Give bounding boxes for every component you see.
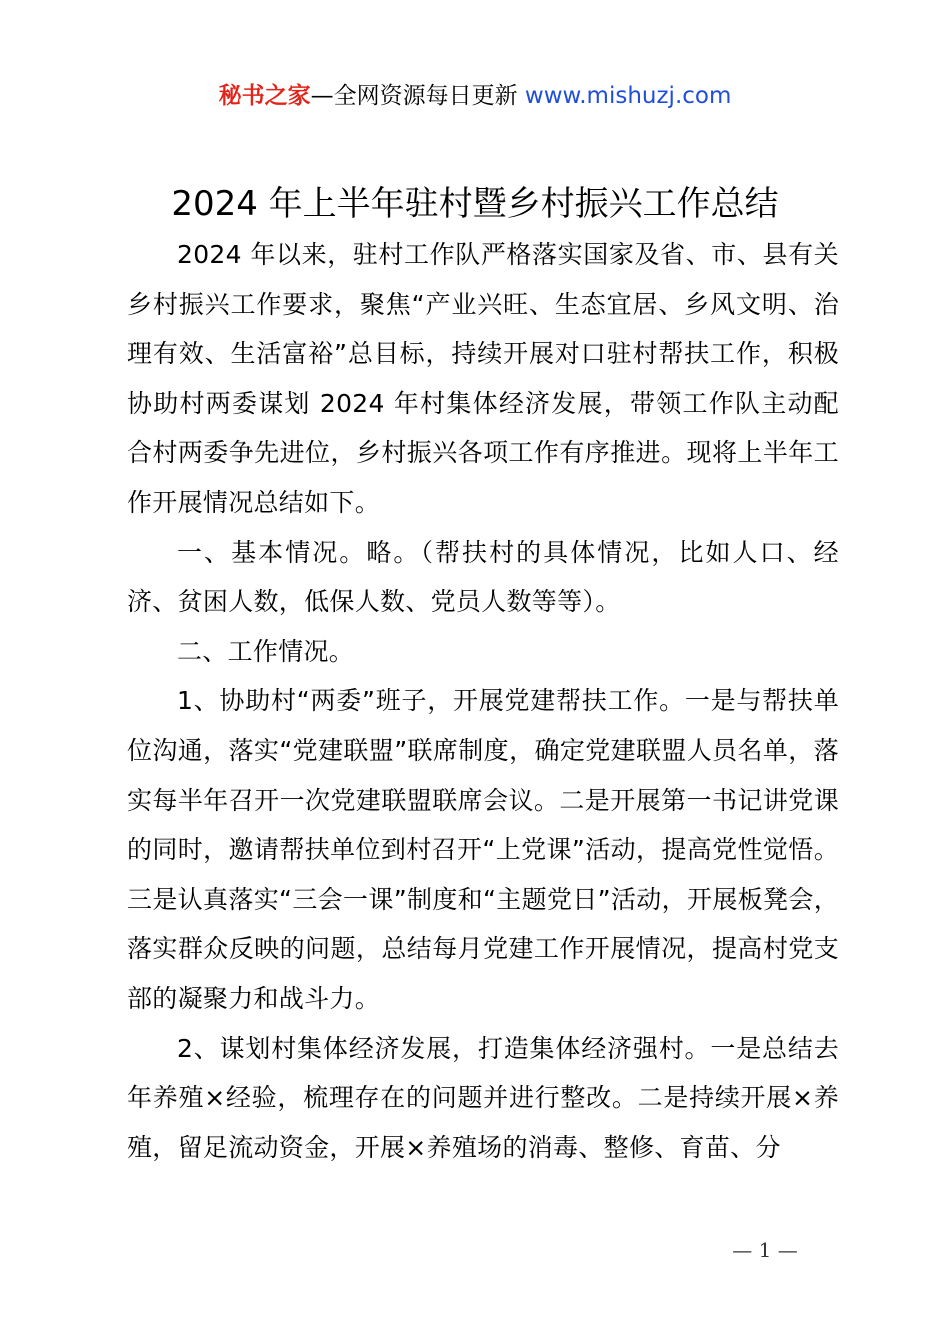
- document-body: [127, 230, 839, 1172]
- page-number: — 1 —: [732, 1238, 798, 1262]
- site-url-link[interactable]: www.mishuzj.com: [517, 83, 732, 109]
- paragraph-party-building: 1、协助村“两委”班子，开展党建帮扶工作。一是与帮扶单位沟通，落实“党建联盟”联席制度，确定党建联盟人员名单，落实每半年召开一次党建联盟联席会议。二是开展第一书记讲党课的同时，邀请帮扶单位到村召开“上党课”活动，提高党性觉悟。三是认真落实“三会一课”制度和“主题党日”活动，开展板凳会，落实群众反映的问题，总结每月党建工作开展情况，提高村党支部的凝聚力和战斗力。: [127, 686, 839, 1013]
- paragraph-work-heading: 二、工作情况。: [177, 636, 355, 666]
- paragraph-intro: 2024 年以来，驻村工作队严格落实国家及省、市、县有关乡村振兴工作要求，聚焦“产业兴旺、生态宜居、乡风文明、治理有效、生活富裕”总目标，持续开展对口驻村帮扶工作，积极协助村两委谋划 2024 年村集体经济发展，带领工作队主动配合村两委争先进位，乡村振兴各项工作有序推进。现将上半年工作开展情况总结如下。: [127, 240, 839, 517]
- site-header: [0, 80, 950, 112]
- paragraph-basic-situation: 一、基本情况。略。（帮扶村的具体情况，比如人口、经济、贫困人数，低保人数、党员人数等等）。: [127, 537, 839, 617]
- document-title: 2024 年上半年驻村暨乡村振兴工作总结: [171, 184, 779, 224]
- brand-name: 秘书之家: [218, 83, 311, 109]
- paragraph-collective-economy: 2、谋划村集体经济发展，打造集体经济强村。一是总结去年养殖×经验，梳理存在的问题并进行整改。二是持续开展×养殖，留足流动资金，开展×养殖场的消毒、整修、育苗、分: [127, 1033, 839, 1162]
- header-tagline: —全网资源每日更新: [310, 83, 518, 109]
